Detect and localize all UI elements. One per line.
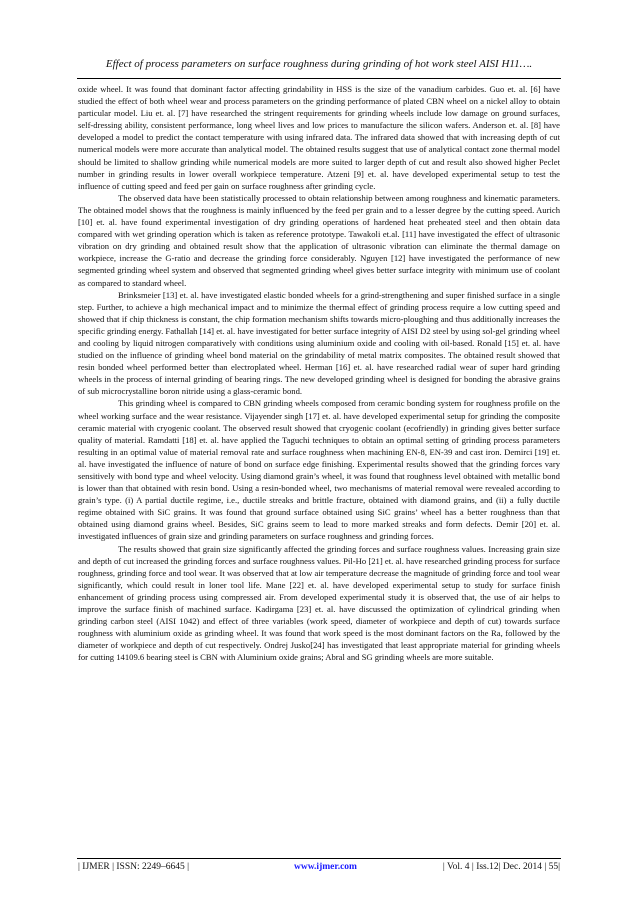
footer-divider: [77, 858, 561, 859]
paragraph: oxide wheel. It was found that dominant factor affecting grindability in HSS is the size of the vanadium carbides. Guo et. al. [6] have studied the effect of both wheel wear and process parameters on the grinding performance of plated CBN wheel on a nickel alloy to obtain particular model. Liu et. al. [7] have researched the stringent requirements for grinding wheels include low damage on ground surfaces, self-dressing ability, consistent performance, long wheel lives and low prices to manufacture the silicon wafers. Anderson et. al. [8] have developed a model to predict the contact temperature with using infrared data. The infrared data showed that with increasing depth of cut numerical models were more accurate than analytical model. The obtained results suggest that use of analytical contact zone thermal model should be limited to shallow grinding while numerical models are more suited to larger depth of cut and result also showed higher Peclet number in grinding results in lower overall workpiece temperature. Atzeni [9] et. al. have developed experimental setup to test the influence of cutting speed and feed per gain on surface roughness after grinding cycle.: [78, 84, 560, 191]
issue-page-info: | Vol. 4 | Iss.12| Dec. 2014 | 55|: [442, 862, 560, 872]
running-header: Effect of process parameters on surface roughness during grinding of hot work steel AISI H11….: [105, 58, 533, 70]
paragraph: The observed data have been statistically processed to obtain relationship between among roughness and kinematic parameters. The obtained model shows that the roughness is mainly influenced by the feed per grain and to a lesser degree by the cutting speed. Aurich [10] et. al. have found experimental investigation of dry grinding operations of hardened heat preheated steel and then obtain data compared with wet grinding operation which is taken as reference prototype. Tawakoli et.al. [11] have investigated the effect of ultrasonic vibration on dry grinding and obtained result show that the application of ultrasonic vibration can eliminate the thermal damage on workpiece, increase the G-ratio and decrease the grinding force considerably. Nguyen [12] have investigated the performance of new segmented grinding wheel system and observed that segmented grinding wheel gives better surface integrity with minimum use of coolant as compared to standard wheel.: [78, 192, 560, 288]
paragraph: The results showed that grain size significantly affected the grinding forces and surface roughness values. Increasing grain size and depth of cut increased the grinding forces and surface roughness values. Pil-Ho [21] et. al. have researched grinding process for surface roughness, grinding force and tool wear. It was observed that at low air temperature decrease the magnitude of grinding force and tool wear significantly, which could result in loner tool life. Mane [22] et. al. have developed experimental setup to study for surface finish enhancement of grinding process using compressed air. From developed experimental study it is observed that, the use of air helps to improve the surface finish of machined surface. Kadirgama [23] et. al. have discussed the optimization of cylindrical grinding when grinding carbon steel (AISI 1042) and effect of three variables (work speed, diameter of workpiece and depth of cut) towards surface roughness with aluminium oxide as grinding wheel. It was found that work speed is the most dominant factors on the Ra, followed by the diameter of workpiece and depth of cut respectively. Ondrej Jusko[24] has investigated that least appropriate material for grinding wheels for cutting 14109.6 bearing steel is CBN with Aluminium oxide grains; Abral and SG grinding wheels are more suitable.: [78, 543, 560, 663]
page-footer: [78, 862, 560, 876]
article-body: [78, 83, 560, 664]
paragraph: Brinksmeier [13] et. al. have investigated elastic bonded wheels for a grind-strengthening and super finished surface in a single step. Further, to achieve a high mechanical impact and to minimize the thermal effect of grinding process require a low cutting speed and showed that if chip thickness is constant, the chip formation mechanism shifts towards micro-ploughing and thus additionally increases the specific grinding energy. Fathallah [14] et. al. have investigated for better surface integrity of AISI D2 steel by using sol-gel grinding wheel and cooling by liquid nitrogen comparatively with conditions using aluminium oxide and cooling with oil-based. Ronald [15] et. al. have studied on the influence of grinding wheel bond material on the grindability of metal matrix composites. The obtained result showed that resin bonded wheel performed better than electroplated wheel. Herman [16] et. al. have researched radial wear of super hard grinding wheels in the process of internal grinding of bearing rings. The new developed grinding wheel is designed for bonding the abrasive grains of sub microcrystalline boron nitride using a glass-ceramic bond.: [78, 289, 560, 397]
journal-issn: | IJMER | ISSN: 2249–6645 |: [78, 862, 190, 872]
header-divider: [77, 78, 561, 79]
paragraph: This grinding wheel is compared to CBN grinding wheels composed from ceramic bonding system for roughness profile on the wheel working surface and the wear resistance. Vijayender singh [17] et. al. have developed experimental setup for grinding the composite ceramic material with cryogenic coolant. The observed result showed that cryogenic coolant (ecofriendly) in grinding gives better surface quality of material. Ramdatti [18] et. al. have applied the Taguchi techniques to obtain an optimal setting of grinding process parameters resulting in an optimal value of material removal rate and surface roughness when machining EN-8, EN-39 and cast iron. Demirci [19] et. al. have investigated the influence of nature of bond on surface edge finishing. Experimental results showed that the grinding forces vary sensitively with bond type and wheel velocity. Using diamond grain’s wheel, it was found that roughness level obtained with metallic bond is lower than that obtained with resin bond. Using a resin-bonded wheel, two mechanisms of material removal were revealed according to grain’s type. (i) A partial ductile regime, i.e., ductile streaks and brittle fracture, obtained with diamond grains, and (ii) a fully ductile regime obtained with SiC grains. It was found that ground surface obtained using SiC grains’ wheel has a better roughness than that obtained using diamond grains wheel. Besides, SiC grains seem to lead to more marked streaks and form defects. Demir [20] et. al. investigated influences of grain size and grinding parameters on surface roughness and grinding forces.: [78, 398, 560, 542]
journal-website-link[interactable]: www.ijmer.com: [294, 862, 357, 872]
